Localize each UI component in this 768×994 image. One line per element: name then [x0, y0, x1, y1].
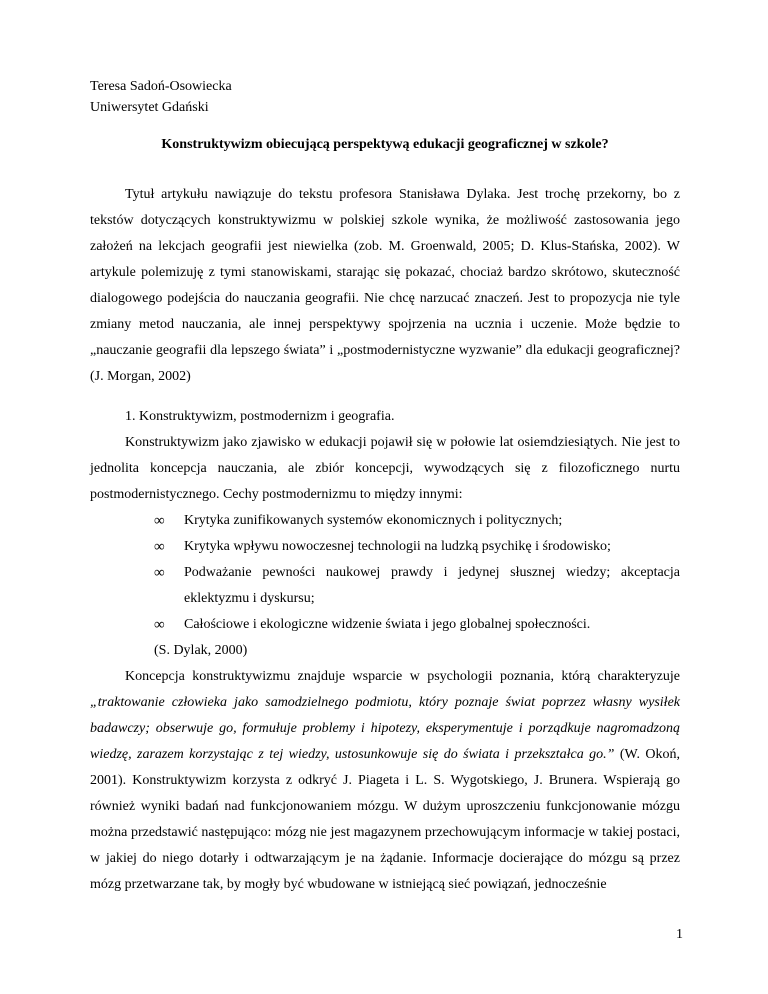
list-item-text: Całościowe i ekologiczne widzenie świata i jego globalnej społeczności. — [184, 617, 591, 632]
infinity-bullet-icon: ∞ — [154, 539, 165, 555]
author-affiliation: Uniwersytet Gdański — [90, 100, 209, 115]
list-item-text: Krytyka zunifikowanych systemów ekonomicznych i politycznych; — [184, 513, 563, 528]
infinity-bullet-icon: ∞ — [154, 617, 165, 633]
paragraph-constructivism: Konstruktywizm jako zjawisko w edukacji pojawił się w połowie lat osiemdziesiątych. Nie jest to jednolita koncepcja nauczania, ale zbiór koncepcji, wywodzących się z filozoficznego nurtu postmodernistycznego. Cechy postmodernizmu to między innymi: — [90, 435, 680, 502]
bullet-list — [90, 508, 680, 638]
paragraph-psychology-text: (W. Okoń, 2001). Konstruktywizm korzysta z odkryć J. Piageta i L. S. Wygotskiego, J. Brunera. Wspierają go również wyniki badań nad funkcjonowaniem mózgu. W dużym uproszczeniu funkcjonowanie mózgu można przedstawić następująco: mózg nie jest magazynem przechowującym informacje w takiej postaci, w jakiej do niego dotarły i odtwarzającym je na żądanie. Informacje docierające do mózgu są przez mózg przetwarzane tak, by mogły być wbudowane w istniejącą sieć powiązań, jednocześnie — [90, 747, 681, 892]
list-item — [90, 534, 680, 560]
author-name: Teresa Sadoń-Osowiecka — [90, 79, 232, 94]
author-block — [90, 76, 680, 118]
list-item-text: Krytyka wpływu nowoczesnej technologii na ludzką psychikę i środowisko; — [184, 539, 611, 554]
article-title: Konstruktywizm obiecującą perspektywą edukacji geograficznej w szkole? — [161, 137, 609, 152]
list-item-text: Podważanie pewności naukowej prawdy i jedynej słusznej wiedzy; akceptacja eklektyzmu i dyskursu; — [184, 565, 680, 606]
infinity-bullet-icon: ∞ — [154, 513, 165, 529]
paragraph-psychology — [90, 664, 680, 898]
page-number: 1 — [676, 927, 683, 942]
paragraph-intro: Tytuł artykułu nawiązuje do tekstu profesora Stanisława Dylaka. Jest trochę przekorny, bo z tekstów dotyczących konstruktywizmu w polskiej szkole wynika, że możliwość zastosowania jego założeń na lekcjach geografii jest niewielka (zob. M. Groenwald, 2005; D. Klus-Stańska, 2002). W artykule polemizuję z tymi stanowiskami, starając się pokazać, chociaż bardzo skrótowo, skuteczność dialogowego podejścia do nauczania geografii. Nie chcę narzucać znaczeń. Jest to propozycja nie tyle zmiany metod nauczania, ale innej perspektywy spojrzenia na ucznia i uczenie. Może będzie to „nauczanie geografii dla lepszego świata” i „postmodernistyczne wyzwanie” dla edukacji geograficznej? (J. Morgan, 2002) — [90, 187, 680, 384]
list-item — [90, 612, 680, 638]
quoted-definition-italic: „traktowanie człowieka jako samodzielnego podmiotu, który poznaje świat poprzez własny wysiłek badawczy; obserwuje go, formułuje problemy i hipotezy, eksperymentuje i porządkuje nagromadzoną wiedzę, zarazem korzystając z tej wiedzy, ustosunkowuje się do świata i przekształca go.” — [90, 695, 680, 762]
list-item — [90, 508, 680, 534]
citation-dylak: (S. Dylak, 2000) — [154, 643, 248, 658]
paragraph-psychology-text: Koncepcja konstruktywizmu znajduje wsparcie w psychologii poznania, którą charakteryzuje — [125, 669, 680, 684]
document-content — [90, 76, 680, 898]
list-item — [90, 560, 680, 612]
section-heading: 1. Konstruktywizm, postmodernizm i geografia. — [125, 409, 395, 424]
infinity-bullet-icon: ∞ — [154, 565, 165, 581]
